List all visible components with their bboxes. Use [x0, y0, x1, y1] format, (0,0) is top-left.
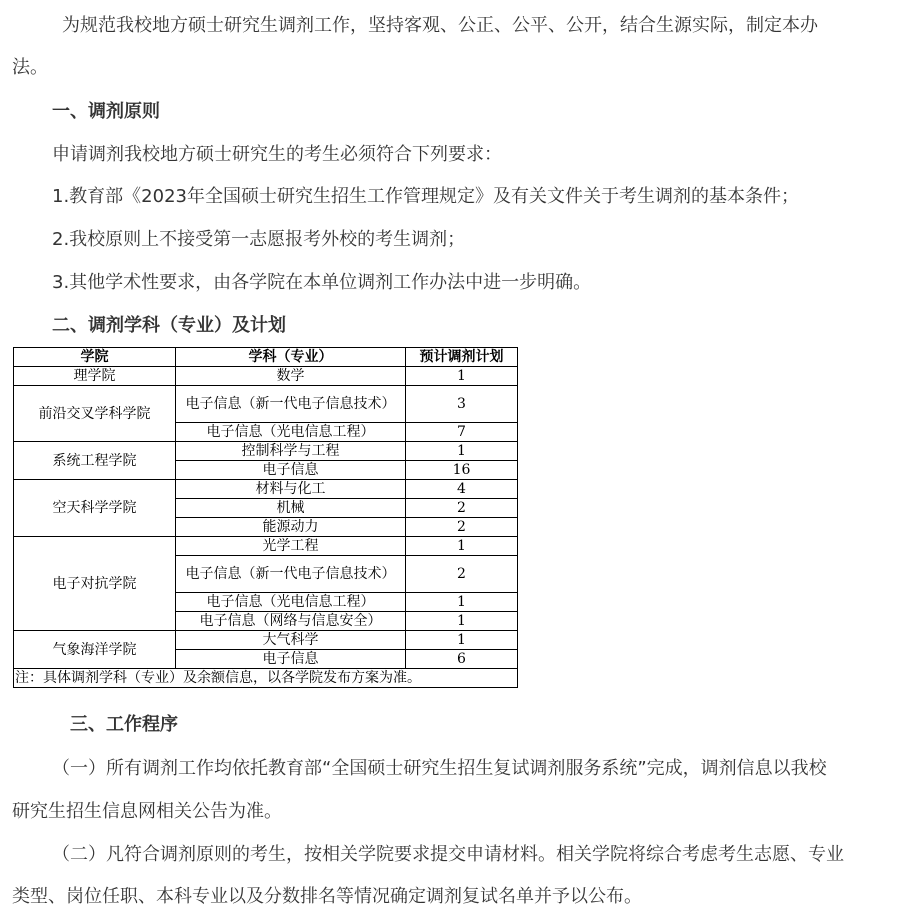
table-row [14, 631, 518, 650]
subject-cell: 材料与化工 [176, 480, 406, 499]
table-row [14, 480, 518, 499]
section-2-title: 二、调剂学科（专业）及计划 [52, 315, 286, 336]
subject-cell: 机械 [176, 499, 406, 518]
adjustment-plan-table [13, 347, 518, 688]
plan-cell: 1 [406, 631, 518, 650]
subject-cell: 数学 [176, 367, 406, 386]
table-note-row [14, 669, 518, 688]
plan-cell: 1 [406, 442, 518, 461]
section-1-item-2: 2.我校原则上不接受第一志愿报考外校的考生调剂； [52, 229, 466, 250]
header-subject: 学科（专业） [176, 348, 406, 367]
subject-cell: 能源动力 [176, 518, 406, 537]
section-3-title: 三、工作程序 [70, 714, 178, 735]
header-plan: 预计调剂计划 [406, 348, 518, 367]
subject-cell: 电子信息 [176, 650, 406, 669]
plan-cell: 3 [406, 386, 518, 423]
intro-line-2: 法。 [12, 57, 48, 78]
subject-cell: 电子信息（新一代电子信息技术） [176, 556, 406, 593]
plan-cell: 1 [406, 537, 518, 556]
plan-cell: 2 [406, 518, 518, 537]
subject-cell: 光学工程 [176, 537, 406, 556]
college-cell: 系统工程学院 [14, 442, 176, 480]
plan-cell: 7 [406, 423, 518, 442]
college-cell: 空天科学学院 [14, 480, 176, 537]
subject-cell: 大气科学 [176, 631, 406, 650]
college-cell: 理学院 [14, 367, 176, 386]
table-row [14, 386, 518, 423]
college-cell: 前沿交叉学科学院 [14, 386, 176, 442]
table-row [14, 367, 518, 386]
section-3-p2-line-2: 类型、岗位任职、本科专业以及分数排名等情况确定调剂复试名单并予以公布。 [12, 886, 642, 907]
section-1-item-3: 3.其他学术性要求，由各学院在本单位调剂工作办法中进一步明确。 [52, 272, 592, 293]
plan-cell: 2 [406, 556, 518, 593]
subject-cell: 控制科学与工程 [176, 442, 406, 461]
subject-cell: 电子信息 [176, 461, 406, 480]
section-1-title: 一、调剂原则 [52, 101, 160, 122]
plan-cell: 16 [406, 461, 518, 480]
table-note: 注：具体调剂学科（专业）及余额信息，以各学院发布方案为准。 [14, 669, 518, 688]
subject-cell: 电子信息（光电信息工程） [176, 423, 406, 442]
plan-cell: 1 [406, 367, 518, 386]
header-college: 学院 [14, 348, 176, 367]
intro-line-1: 为规范我校地方硕士研究生调剂工作，坚持客观、公正、公平、公开，结合生源实际，制定本办 [62, 15, 818, 36]
table-header-row [14, 348, 518, 367]
section-3-p1-line-2: 研究生招生信息网相关公告为准。 [12, 801, 282, 822]
subject-cell: 电子信息（光电信息工程） [176, 593, 406, 612]
plan-cell: 6 [406, 650, 518, 669]
plan-cell: 2 [406, 499, 518, 518]
table-row [14, 537, 518, 556]
table-row [14, 442, 518, 461]
subject-cell: 电子信息（网络与信息安全） [176, 612, 406, 631]
college-cell: 电子对抗学院 [14, 537, 176, 631]
plan-cell: 1 [406, 593, 518, 612]
plan-cell: 4 [406, 480, 518, 499]
section-3-p1-line-1: （一）所有调剂工作均依托教育部“全国硕士研究生招生复试调剂服务系统”完成，调剂信息以我校 [52, 758, 827, 779]
college-cell: 气象海洋学院 [14, 631, 176, 669]
section-1-item-1: 1.教育部《2023年全国硕士研究生招生工作管理规定》及有关文件关于考生调剂的基本条件； [52, 186, 799, 207]
subject-cell: 电子信息（新一代电子信息技术） [176, 386, 406, 423]
section-1-lead: 申请调剂我校地方硕士研究生的考生必须符合下列要求： [52, 144, 502, 165]
plan-cell: 1 [406, 612, 518, 631]
section-3-p2-line-1: （二）凡符合调剂原则的考生，按相关学院要求提交申请材料。相关学院将综合考虑考生志愿、专业 [52, 844, 844, 865]
